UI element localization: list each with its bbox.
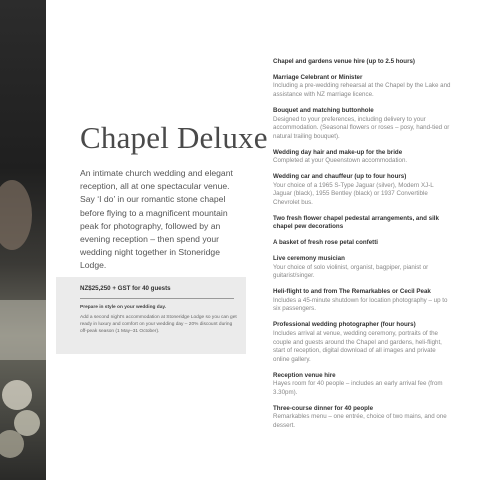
list-item (273, 149, 453, 166)
offer-subtitle: Prepare in style on your wedding day. (80, 305, 167, 310)
item-desc: Including a pre-wedding rehearsal at the Chapel by the Lake and assistance with NZ marriage licence. (273, 82, 451, 99)
item-title: Wedding car and chauffeur (up to four hours) (273, 173, 407, 181)
wedding-photo (0, 0, 46, 480)
item-title: Marriage Celebrant or Minister (273, 73, 363, 81)
item-desc: Includes arrival at venue, wedding ceremony, portraits of the couple and guests around the Chapel and gardens, heli-flight, start of reception, digital download of all images and private online gallery. (273, 329, 442, 363)
intro-paragraph: An intimate church wedding and elegant reception, all at one spectacular venue. Say ‘I do’ in our romantic stone chapel before flying to a magnificent mountain peak for photography, followed by an evening reception – then spend your wedding night together in Stoneridge Lodge. (80, 168, 233, 271)
list-item (273, 405, 453, 431)
list-item (273, 372, 453, 398)
list-item (273, 74, 453, 100)
item-title: Two fresh flower chapel pedestal arrangements, and silk chapel pew decorations (273, 214, 439, 231)
item-title: Heli-flight to and from The Remarkables or Cecil Peak (273, 288, 431, 296)
inclusions-list (273, 58, 453, 438)
item-title: Wedding day hair and make-up for the bride (273, 148, 403, 156)
price-offer-box (56, 277, 246, 354)
list-item (273, 255, 453, 281)
list-item (273, 173, 453, 207)
item-desc: Remarkables menu – one entrée, choice of two mains, and one dessert. (273, 413, 447, 429)
item-title: Chapel and gardens venue hire (up to 2.5 hours) (273, 58, 415, 65)
list-item (273, 58, 453, 67)
offer-price: NZ$25,250 + GST for 40 guests (80, 285, 234, 299)
item-desc: Completed at your Queenstown accommodation. (273, 157, 408, 165)
item-title: A basket of fresh rose petal confetti (273, 239, 378, 247)
page-title: Chapel Deluxe (80, 120, 268, 155)
item-title: Live ceremony musician (273, 255, 345, 263)
offer-text: Add a second night’s accommodation at Stoneridge Lodge so you can get ready in luxury and comfort on your wedding day – 20% discount during off-peak season (1 May–31 October). (80, 315, 237, 334)
list-item (273, 321, 453, 364)
item-title: Bouquet and matching buttonhole (273, 106, 374, 114)
list-item (273, 288, 453, 314)
list-item (273, 107, 453, 141)
item-title: Reception venue hire (273, 371, 336, 379)
item-desc: Hayes room for 40 people – includes an early arrival fee (from 3.30pm). (273, 380, 443, 396)
item-desc: Designed to your preferences, including delivery to your accommodation. (Seasonal flowers or roses – posy, hand-tied or natural trailing bouquet). (273, 115, 450, 140)
item-title: Three-course dinner for 40 people (273, 404, 374, 412)
list-item (273, 215, 453, 232)
item-desc: Includes a 45-minute shutdown for location photography – up to six passengers. (273, 296, 448, 313)
list-item (273, 239, 453, 248)
item-desc: Your choice of a 1965 S-Type Jaguar (silver), Modern XJ-L Jaguar (black), 1955 Bentley (black) or 1937 Convertible Chevrolet bus. (273, 181, 434, 206)
item-desc: Your choice of solo violinist, organist, bagpiper, pianist or guitarist/singer. (273, 263, 429, 280)
item-title: Professional wedding photographer (four hours) (273, 321, 416, 329)
